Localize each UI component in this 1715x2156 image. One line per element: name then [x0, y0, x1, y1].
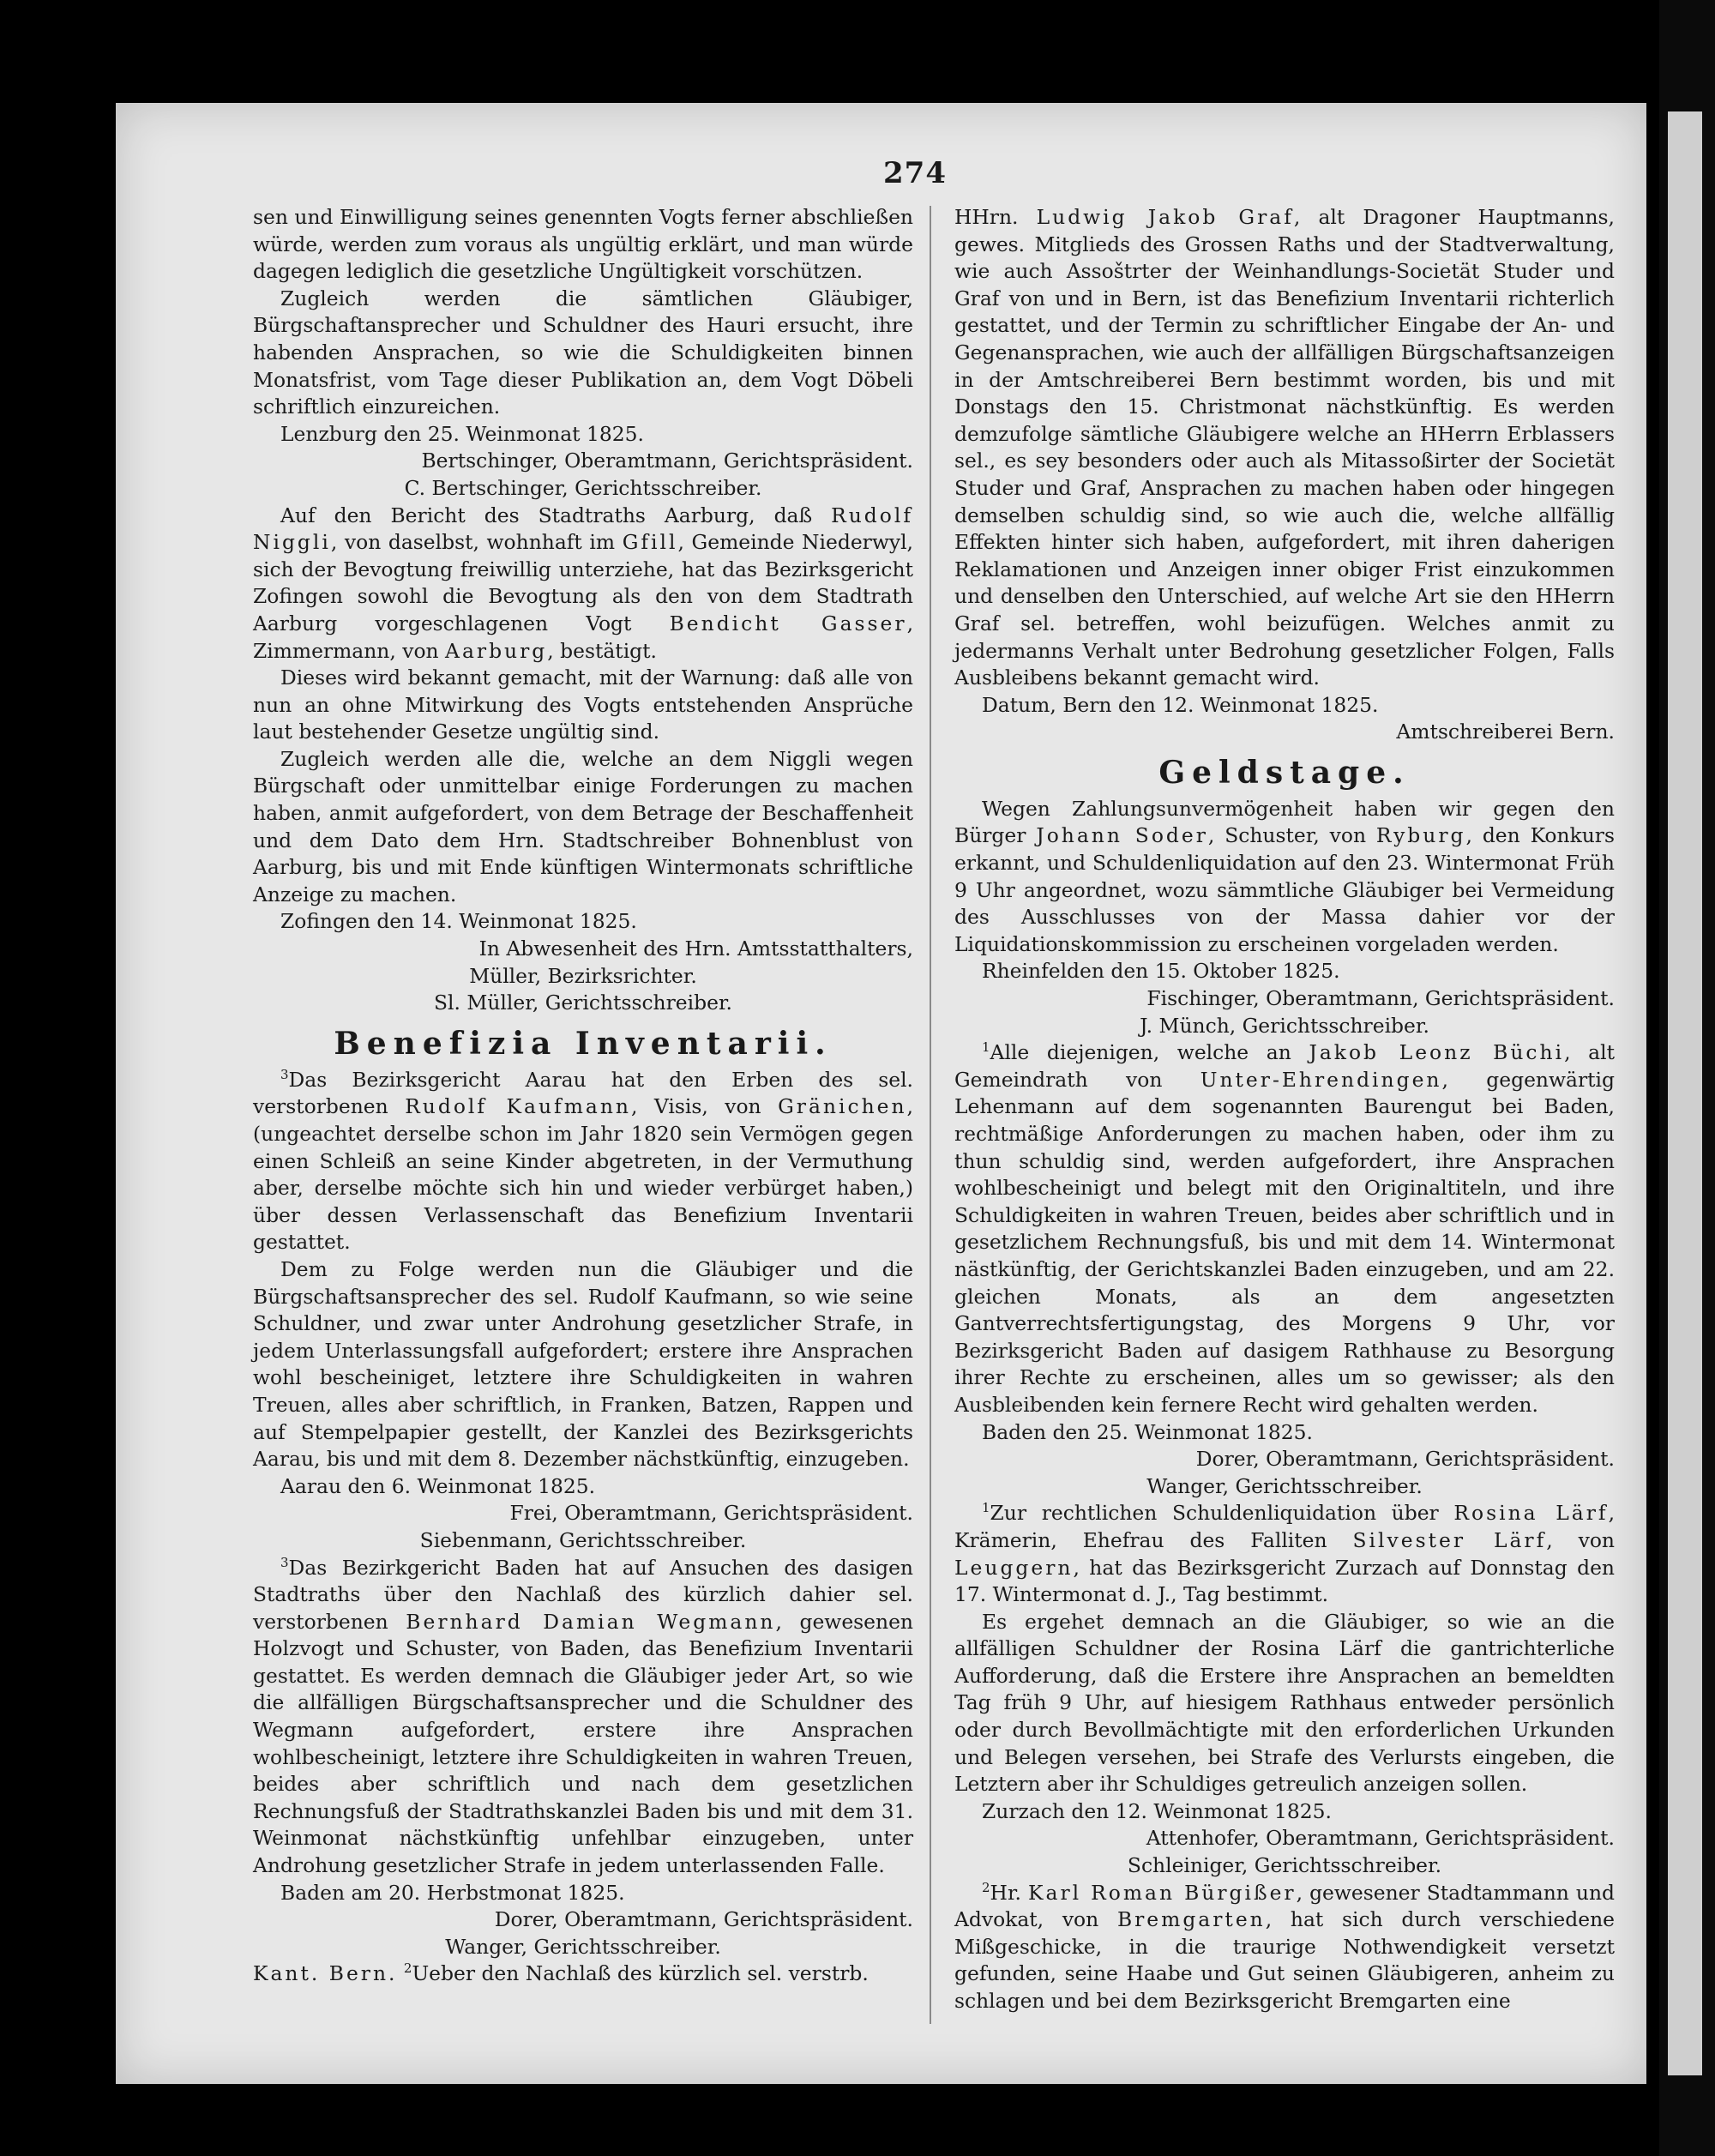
insertion-mark: 3: [280, 1067, 289, 1083]
insertion-mark: 3: [280, 1554, 289, 1570]
paragraph: Dieses wird bekannt gemacht, mit der Warnung: daß alle von nun an ohne Mitwirkung des Vogts entstehenden Ansprüche laut bestehender Gesetze ungültig sind.: [253, 665, 913, 744]
place-name: Bremgarten: [1116, 1907, 1266, 1932]
page-number: 274: [883, 156, 947, 190]
person-name: Ludwig Jakob Graf: [1036, 205, 1294, 229]
signature: Schleiniger, Gerichtsschreiber.: [1127, 1853, 1442, 1878]
signature: Fischinger, Oberamtmann, Gerichtspräsident.: [1146, 986, 1615, 1011]
place-date: Lenzburg den 25. Weinmonat 1825.: [280, 421, 644, 446]
notice-paragraph: $^1$Zur rechtlichen Schuldenliquidation über Rosina Lärf, Krämerin, Ehefrau des Falliten Silvester Lärf, von Leuggern, hat das Bezirksgericht Zurzach auf Donnstag den 17. Wintermonat d. J., Tag bestimmt.: [954, 1500, 1615, 1607]
section-heading: Geldstage.: [1158, 754, 1411, 791]
person-name: Rosina Lärf: [1453, 1501, 1609, 1526]
signature: J. Münch, Gerichtsschreiber.: [1140, 1013, 1429, 1038]
place-date: Zurzach den 12. Weinmonat 1825.: [982, 1798, 1332, 1823]
place-name: Gfill: [622, 530, 678, 555]
person-name: Karl Roman Bürgißer: [1028, 1880, 1297, 1905]
insertion-mark: 2: [403, 1960, 412, 1977]
right-column: [954, 204, 1615, 2015]
person-name: Rudolf Niggli: [253, 503, 913, 555]
person-name: Rudolf Kaufmann: [405, 1094, 631, 1119]
signature: Frei, Oberamtmann, Gerichtspräsident.: [509, 1501, 913, 1526]
insertion-mark: 1: [982, 1500, 990, 1516]
signature: In Abwesenheit des Hrn. Amtsstatthalters,: [478, 936, 913, 961]
signature: Sl. Müller, Gerichtsschreiber.: [434, 991, 732, 1015]
place-name: Ryburg: [1375, 823, 1466, 848]
notice-paragraph: Kant. Bern. $^2$Ueber den Nachlaß des kürzlich sel. verstrb.: [253, 1960, 869, 1986]
notice-paragraph: HHrn. Ludwig Jakob Graf, alt Dragoner Hauptmanns, gewes. Mitglieds des Grossen Raths und der Stadtverwaltung, wie auch Assoštrter der Weinhandlungs-Societät Studer und Graf von und in Bern, ist das Benefizium Inventarii richterlich gestattet, und der Termin zu schriftlicher Eingabe der An- und Gegenansprachen, wie auch der allfälligen Bürgschaftsanzeigen in der Amtschreiberei Bern bestimmt worden, bis und mit Donstags den 15. Christmonat nächstkünftig. Es werden demzufolge sämtliche Gläubigere welche an HHerrn Erblassers sel., es sey besonders oder auch als Mitassoßirter der Societät Studer und Graf, Ansprachen zu machen haben oder hingegen demselben schuldig sind, so wie auch die, welche allfällig Effekten hinter sich haben, aufgefordert, mit ihren daherigen Reklamationen und Anzeigen inner obiger Frist einzukommen und denselben den Unterschied, auf welche Art sie den HHerrn Graf sel. betreffen, wohl beizufügen. Welches anmit zu jedermanns Verhalt unter Bedrohung gesetzlicher Folgen, Falls Ausbleibens bekannt gemacht wird.: [954, 205, 1615, 690]
canton-label: Kant. Bern.: [253, 1961, 398, 1986]
signature: Siebenmann, Gerichtsschreiber.: [419, 1527, 747, 1552]
notice-paragraph: Wegen Zahlungsunvermögenheit haben wir gegen den Bürger Johann Soder, Schuster, von Ryburg, den Konkurs erkannt, und Schuldenliquidation auf den 23. Wintermonat Früh 9 Uhr angeordnet, wozu sämmtliche Gläubiger bei Vermeidung des Ausschlusses von der Massa dahier vor der Liquidationskommission zu erscheinen vorgeladen werden.: [954, 796, 1615, 956]
newspaper-page: [116, 103, 1646, 2084]
left-column: [253, 204, 913, 1988]
paragraph: Dem zu Folge werden nun die Gläubiger und die Bürgschaftsansprecher des sel. Rudolf Kaufmann, so wie seine Schuldner, und zwar unter Androhung gesetzlicher Strafe, in jedem Unterlassungsfall aufgefordert; erstere ihre Ansprachen wohl bescheiniget, letztere ihre Schuldigkeiten in wahren Treuen, alles aber schriftlich, in Franken, Batzen, Rappen und auf Stempelpapier gestellt, der Kanzlei des Bezirksgerichts Aarau, bis und mit dem 8. Dezember nächstkünftig, einzugeben.: [253, 1256, 913, 1472]
place-date: Zofingen den 14. Weinmonat 1825.: [280, 909, 637, 934]
person-name: Johann Soder: [1036, 823, 1208, 848]
signature: Bertschinger, Oberamtmann, Gerichtspräsident.: [421, 449, 913, 473]
notice-paragraph: $^2$Hr. Karl Roman Bürgißer, gewesener Stadtammann und Advokat, von Bremgarten, hat sich durch verschiedene Mißgeschicke, in die traurige Nothwendigkeit versetzt gefunden, seine Haabe und Gut seinen Gläubigeren, anheim zu schlagen und bei dem Bezirksgericht Bremgarten eine: [954, 1879, 1615, 2013]
place-name: Leuggern: [954, 1555, 1074, 1580]
insertion-mark: 1: [982, 1039, 990, 1056]
person-name: Bernhard Damian Wegmann: [406, 1609, 776, 1634]
insertion-mark: 2: [982, 1879, 990, 1895]
place-name: Gränichen: [778, 1094, 907, 1119]
person-name: Bendicht Gasser: [669, 611, 907, 635]
place-date: Baden am 20. Herbstmonat 1825.: [280, 1880, 625, 1905]
person-name: Jakob Leonz Büchi: [1309, 1040, 1565, 1065]
notice-paragraph: Auf den Bericht des Stadtraths Aarburg, daß Rudolf Niggli, von daselbst, wohnhaft im Gfill, Gemeinde Niederwyl, sich der Bevogtung freiwillig unterziehe, hat das Bezirksgericht Zofingen sowohl die Bevogtung als den von dem Stadtrath Aarburg vorgeschlagenen Vogt Bendicht Gasser, Zimmermann, von Aarburg, bestätigt.: [253, 503, 913, 663]
signature: C. Bertschinger, Gerichtsschreiber.: [404, 475, 762, 500]
notice-paragraph: $^3$Das Bezirksgericht Aarau hat den Erben des sel. verstorbenen Rudolf Kaufmann, Visis, von Gränichen, (ungeachtet derselbe schon im Jahr 1820 sein Vermögen gegen einen Schleiß an seine Kinder abgetreten, in der Vermuthung aber, derselbe möchte sich hin und wieder verbürget haben,) über dessen Verlassenschaft das Benefizium Inventarii gestattet.: [253, 1067, 913, 1255]
signature: Wanger, Gerichtsschreiber.: [1146, 1473, 1423, 1498]
adjacent-page-edge: [1668, 111, 1702, 2075]
signature: Wanger, Gerichtsschreiber.: [445, 1934, 721, 1959]
signature: Amtschreiberei Bern.: [1396, 720, 1615, 744]
section-heading: Benefizia Inventarii.: [334, 1025, 833, 1062]
paragraph: sen und Einwilligung seines genennten Vogts ferner abschließen würde, werden zum voraus als ungültig erklärt, und man würde dagegen lediglich die gesetzliche Ungültigkeit vorschützen.: [253, 205, 913, 284]
notice-paragraph: $^1$Alle diejenigen, welche an Jakob Leonz Büchi, alt Gemeindrath von Unter-Ehrendingen, gegenwärtig Lehenmann auf dem sogenannten Baurengut bei Baden, rechtmäßige Anforderungen zu machen haben, oder ihm zu thun schuldig sind, werden aufgefordert, ihre Ansprachen wohlbescheinigt und belegt mit den Originaltiteln, und ihre Schuldigkeiten in wahren Treuen, beides aber schriftlich und in gesetzlichem Rechnungsfuß, bis und mit dem 14. Wintermonat nästkünftig, der Gerichtskanzlei Baden einzugeben, und am 22. gleichen Monats, als an dem angesetzten Gantverrechtsfertigungstag, des Morgens 9 Uhr, vor Bezirksgericht Baden auf dasigem Rathhause zu Besorgung ihrer Rechte zu erscheinen, alles um so gewisser; als den Ausbleibenden kein fernere Recht wird gehalten werden.: [954, 1039, 1615, 1417]
signature: Dorer, Oberamtmann, Gerichtspräsident.: [494, 1907, 913, 1932]
place-date: Aarau den 6. Weinmonat 1825.: [280, 1473, 596, 1498]
notice-paragraph: $^3$Das Bezirkgericht Baden hat auf Ansuchen des dasigen Stadtraths über den Nachlaß des kürzlich dahier sel. verstorbenen Bernhard Damian Wegmann, gewesenen Holzvogt und Schuster, von Baden, das Benefizium Inventarii gestattet. Es werden demnach die Gläubiger jeder Art, so wie die allfälligen Bürgschaftsansprecher und die Schuldner des Wegmann aufgefordert, erstere ihre Ansprachen wohlbescheinigt, letztere ihre Schuldigkeiten in wahren Treuen, beides aber schriftlich und nach dem gesetzlichen Rechnungsfuß der Stadtrathskanzlei Baden bis und mit dem 31. Weinmonat nächstkünftig unfehlbar einzugeben, unter Androhung gesetzlicher Strafe in jedem unterlassenden Falle.: [253, 1554, 913, 1878]
place-date: Rheinfelden den 15. Oktober 1825.: [982, 959, 1340, 984]
place-date: Baden den 25. Weinmonat 1825.: [982, 1419, 1313, 1444]
paragraph: Zugleich werden alle die, welche an dem Niggli wegen Bürgschaft oder unmittelbar einige Forderungen zu machen haben, anmit aufgefordert, von dem Betrage der Beschaffenheit und dem Dato dem Hrn. Stadtschreiber Bohnenblust von Aarburg, bis und mit Ende künftigen Wintermonats schriftliche Anzeige zu machen.: [253, 746, 913, 906]
place-name: Aarburg: [445, 638, 548, 663]
person-name: Silvester Lärf: [1352, 1527, 1547, 1552]
paragraph: Zugleich werden die sämtlichen Gläubiger, Bürgschaftansprecher und Schuldner des Hauri ersucht, ihre habenden Ansprachen, so wie die Schuldigkeiten binnen Monatsfrist, vom Tage dieser Publikation an, dem Vogt Döbeli schriftlich einzureichen.: [253, 286, 913, 419]
signature: Dorer, Oberamtmann, Gerichtspräsident.: [1195, 1447, 1615, 1472]
place-date: Datum, Bern den 12. Weinmonat 1825.: [982, 692, 1379, 717]
signature: Attenhofer, Oberamtmann, Gerichtspräsident.: [1146, 1826, 1615, 1851]
paragraph: Es ergehet demnach an die Gläubiger, so wie an die allfälligen Schuldner der Rosina Lärf die gantrichterliche Aufforderung, daß die Erstere ihre Ansprachen an bemeldten Tag früh 9 Uhr, auf hiesigem Rathhaus entweder persönlich oder durch Bevollmächtigte mit den erforderlichen Urkunden und Belegen versehen, bei Strafe des Verlursts eingeben, die Letztern aber ihr Schuldiges getreulich anzeigen sollen.: [954, 1609, 1615, 1797]
place-name: Unter-Ehrendingen: [1200, 1067, 1442, 1092]
signature: Müller, Bezirksrichter.: [469, 963, 697, 988]
column-divider: [930, 206, 931, 2024]
